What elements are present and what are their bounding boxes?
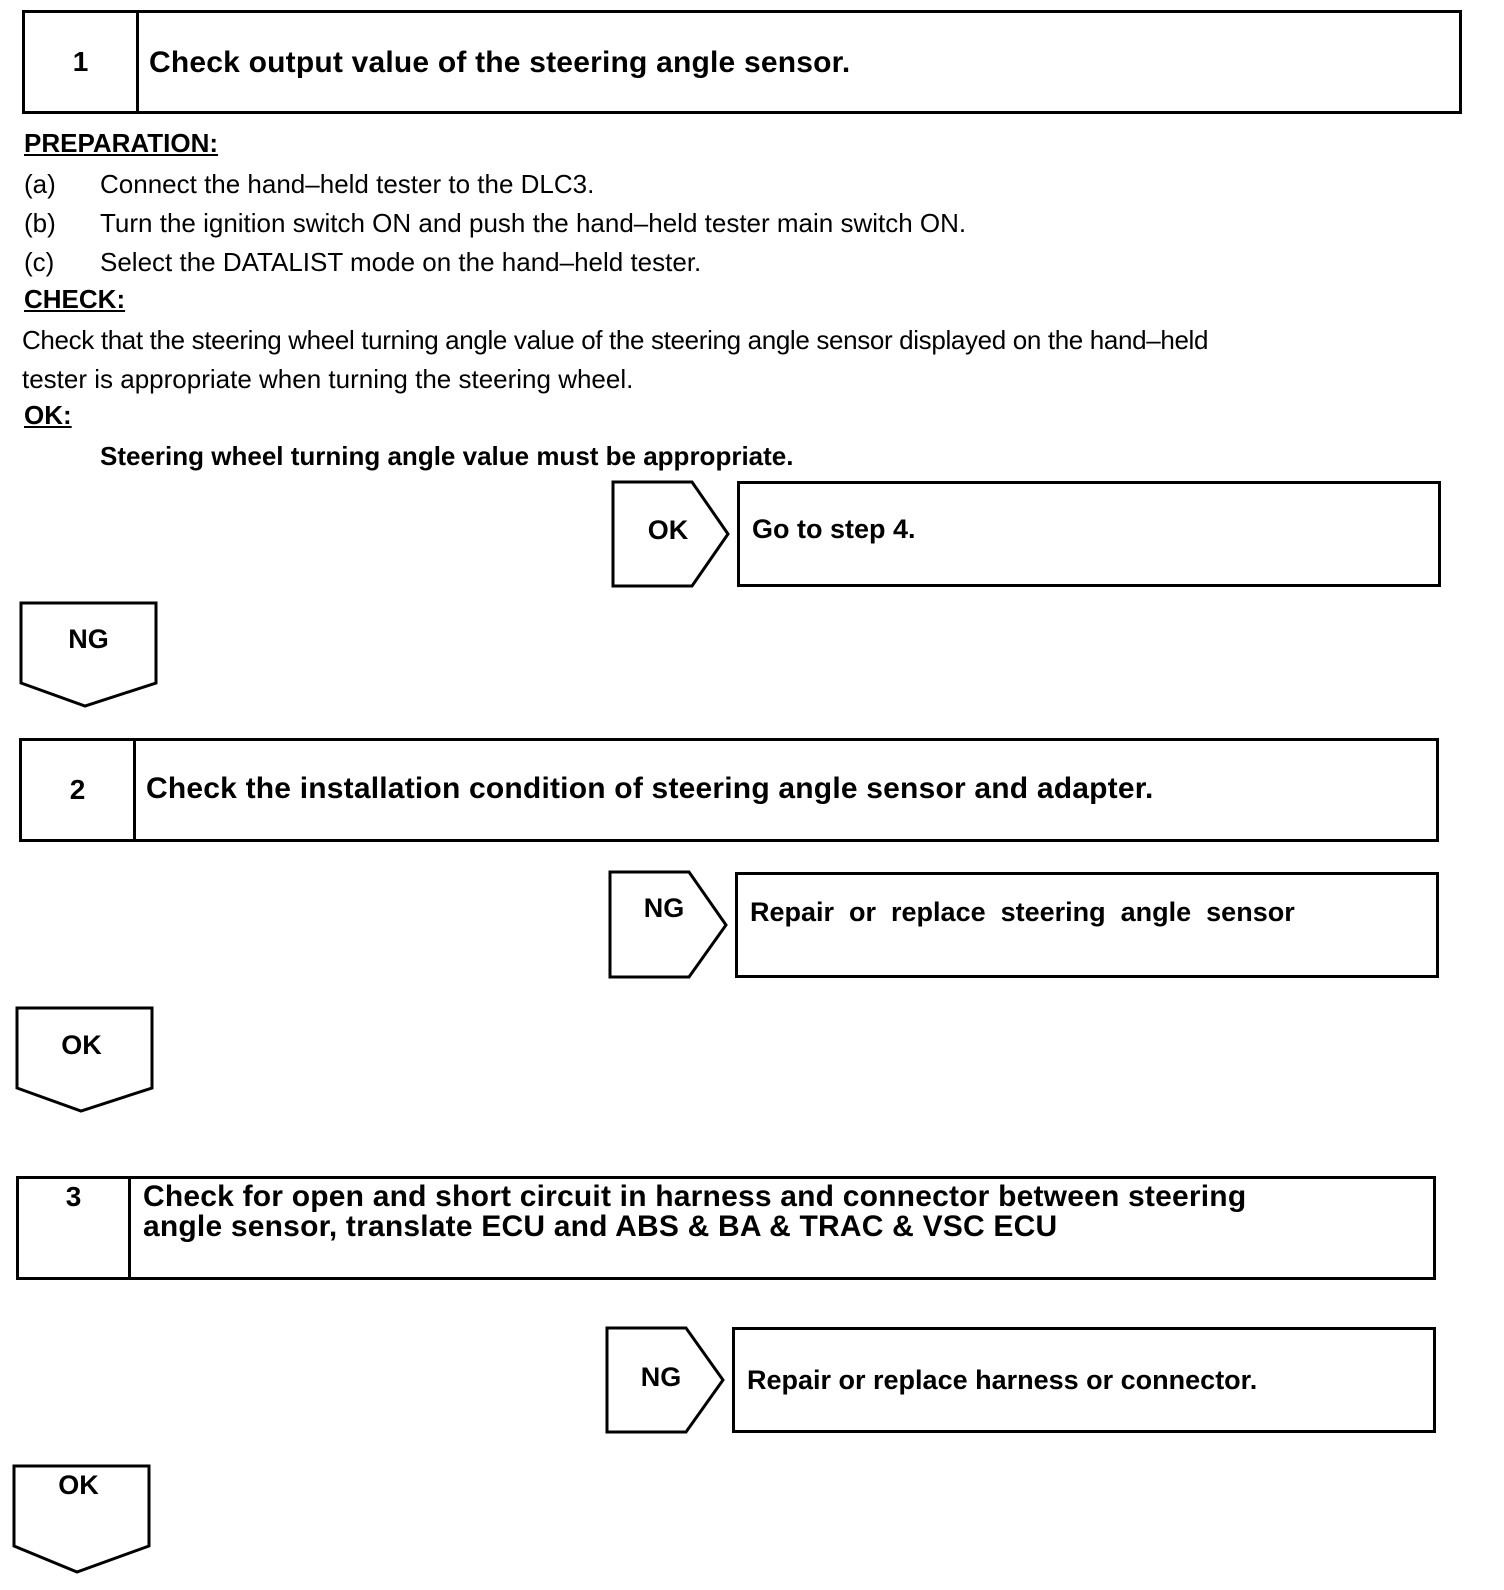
ok-spec: Steering wheel turning angle value must be appropriate. [100,441,794,471]
prep-text-b: Turn the ignition switch ON and push the hand–held tester main switch ON. [100,208,967,238]
step-2-side-condition: NG [643,893,685,923]
step-2-side-action: Repair or replace steering angle sensor [750,897,1295,927]
step-3-title-line-2: angle sensor, translate ECU and ABS & BA & TRAC & VSC ECU [143,1210,1058,1243]
prep-text-a: Connect the hand–held tester to the DLC3. [100,169,595,199]
preparation-label: PREPARATION: [24,128,219,158]
prep-text-c: Select the DATALIST mode on the hand–held tester. [100,247,702,277]
prep-marker: (a) [24,169,56,199]
step-1-title: Check output value of the steering angle sensor. [149,46,851,79]
step-1-side-condition: OK [647,515,689,545]
step-2-down-result: OK [61,1030,102,1060]
step-3-down-result: OK [58,1470,99,1500]
step-3-title-line-1: Check for open and short circuit in harness and connector between steering [143,1180,1247,1213]
step-3-side-action: Repair or replace harness or connector. [747,1365,1258,1395]
prep-marker: (b) [24,208,56,238]
prep-marker: (c) [24,247,55,277]
step-2-title: Check the installation condition of steering angle sensor and adapter. [146,772,1154,805]
step-1-down-result: NG [68,624,109,654]
step-1-side-action: Go to step 4. [752,514,916,544]
check-label: CHECK: [24,284,126,314]
step-number-text: 2 [69,774,86,805]
check-line-2: tester is appropriate when turning the steering wheel. [22,364,634,394]
check-line-1: Check that the steering wheel turning angle value of the steering angle sensor displayed on the hand–held [22,325,1209,355]
ok-label: OK: [24,400,72,430]
step-number-text: 3 [65,1181,82,1212]
step-number-text: 1 [72,46,89,77]
step-3-side-condition: NG [640,1362,682,1392]
